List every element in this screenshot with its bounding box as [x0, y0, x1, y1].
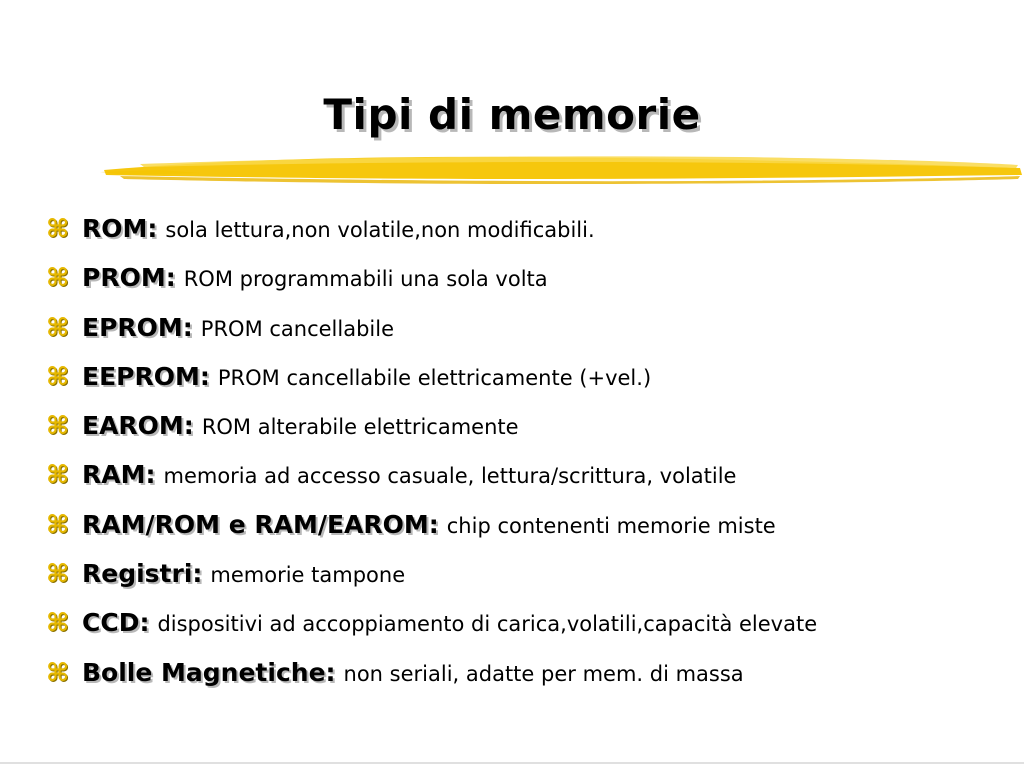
- bullet-description: PROM cancellabile: [200, 316, 395, 341]
- bullet-term: ROM:: [82, 214, 158, 243]
- command-icon: ⌘: [46, 559, 70, 589]
- bullet-description: chip contenenti memorie miste: [446, 513, 776, 538]
- bullet-description: sola lettura,non volatile,non modificabili.: [165, 218, 595, 242]
- bullet-description: ROM alterabile elettricamente: [201, 415, 519, 440]
- bullet-term: RAM:: [82, 460, 156, 490]
- bullet-term: RAM/ROM e RAM/EAROM:: [82, 509, 439, 539]
- bullet-term: CCD:: [82, 608, 150, 638]
- slide-title: Tipi di memorie: [323, 90, 701, 139]
- bullet-description: ROM programmabili una sola volta: [183, 267, 548, 292]
- command-icon: ⌘: [46, 214, 70, 243]
- bullet-description: memoria ad accesso casuale, lettura/scrittura, volatile: [163, 464, 737, 489]
- bullet-description: memorie tampone: [210, 563, 406, 588]
- bullet-term: EAROM:: [82, 411, 194, 441]
- bullet-term: Registri:: [82, 559, 203, 589]
- command-icon: ⌘: [46, 361, 70, 391]
- bullet-item: [46, 411, 1006, 460]
- bullet-term: EPROM:: [82, 312, 193, 342]
- bullet-term: PROM:: [82, 263, 176, 293]
- bullet-list: [46, 214, 1006, 707]
- bullet-item: [46, 559, 1006, 608]
- bullet-item: [46, 460, 1006, 509]
- command-icon: ⌘: [46, 657, 70, 687]
- bullet-description: dispositivi ad accoppiamento di carica,volatili,capacità elevate: [157, 612, 818, 637]
- bullet-term: EEPROM:: [82, 361, 210, 391]
- command-icon: ⌘: [46, 312, 70, 342]
- bullet-term: Bolle Magnetiche:: [82, 657, 336, 687]
- bullet-item: [46, 362, 1006, 411]
- footer-divider: [0, 762, 1024, 764]
- bullet-description: non seriali, adatte per mem. di massa: [343, 661, 744, 686]
- bullet-item: [46, 658, 1006, 707]
- command-icon: ⌘: [46, 411, 70, 441]
- command-icon: ⌘: [46, 460, 70, 490]
- bullet-item: [46, 510, 1006, 559]
- command-icon: ⌘: [46, 608, 70, 638]
- command-icon: ⌘: [46, 263, 70, 293]
- bullet-item: [46, 608, 1006, 657]
- bullet-item: [46, 313, 1006, 362]
- bullet-description: PROM cancellabile elettricamente (+vel.): [217, 365, 652, 390]
- bullet-item: [46, 263, 1006, 312]
- command-icon: ⌘: [46, 509, 70, 539]
- bullet-item: [46, 214, 1006, 263]
- title-underline-brushstroke: [100, 148, 1024, 188]
